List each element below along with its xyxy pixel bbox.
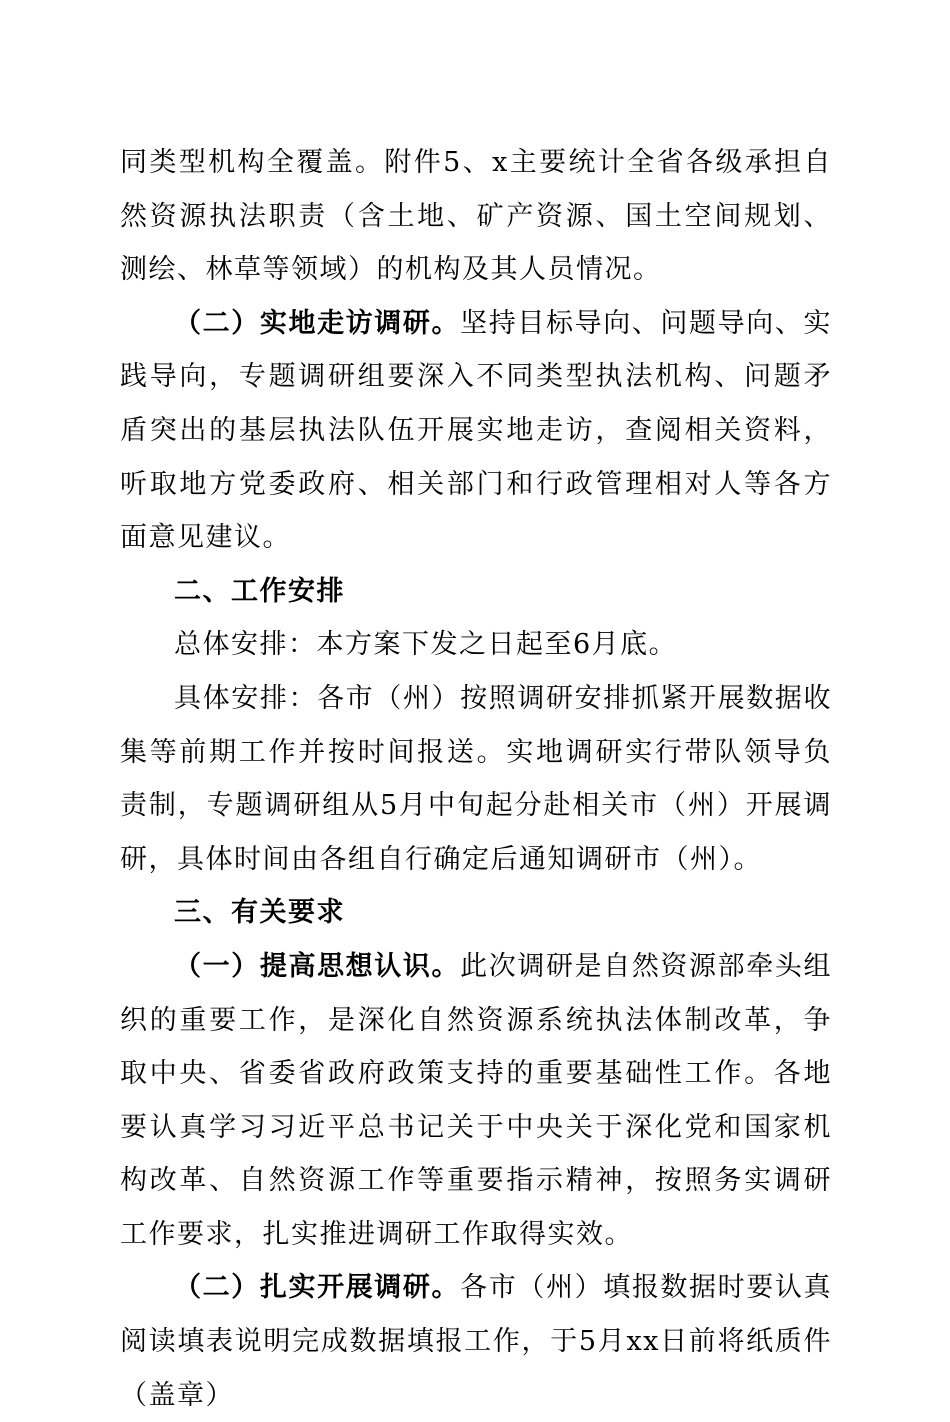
document-body — [120, 136, 832, 1422]
paragraph-field-visit — [120, 297, 832, 565]
paragraph-specific-arrangement — [120, 672, 832, 886]
paragraph-raise-awareness — [120, 940, 832, 1262]
section-lead-raise-awareness: （一）提高思想认识。 — [174, 950, 461, 982]
paragraph-institution-coverage — [120, 136, 832, 297]
paragraph-text: 坚持目标导向、问题导向、实践导向，专题调研组要深入不同类型执法机构、问题矛盾突出的基层执法队伍开展实地走访，查阅相关资料，听取地方党委政府、相关部门和行政管理相对人等各方面意见建议。 — [120, 307, 833, 554]
paragraph-text: 同类型机构全覆盖。附件5、x主要统计全省各级承担自然资源执法职责（含土地、矿产资源、国土空间规划、测绘、林草等领域）的机构及其人员情况。 — [120, 147, 832, 286]
paragraph-conduct-research — [120, 1261, 832, 1422]
paragraph-text: 此次调研是自然资源部牵头组织的重要工作，是深化自然资源系统执法体制改革，争取中央、省委省政府政策支持的重要基础性工作。各地要认真学习习近平总书记关于中央关于深化党和国家机构改革、自然资源工作等重要指示精神，按照务实调研工作要求，扎实推进调研工作取得实效。 — [120, 950, 833, 1250]
paragraph-text: 各市（州）填报数据时要认真阅读填表说明完成数据填报工作，于5月xx日前将纸质件（盖章） — [120, 1272, 833, 1411]
paragraph-text: 总体安排：本方案下发之日起至6月底。 — [174, 629, 678, 661]
paragraph-overall-arrangement — [120, 618, 832, 672]
section-lead-field-visit: （二）实地走访调研。 — [174, 307, 461, 339]
paragraph-text: 具体安排：各市（州）按照调研安排抓紧开展数据收集等前期工作并按时间报送。实地调研实行带队领导负责制，专题调研组从5月中旬起分赴相关市（州）开展调研，具体时间由各组自行确定后通知调研市（州）。 — [120, 682, 832, 875]
heading-work-arrangement: 二、工作安排 — [174, 575, 345, 607]
heading-requirements: 三、有关要求 — [174, 897, 345, 929]
section-lead-conduct-research: （二）扎实开展调研。 — [174, 1272, 461, 1304]
